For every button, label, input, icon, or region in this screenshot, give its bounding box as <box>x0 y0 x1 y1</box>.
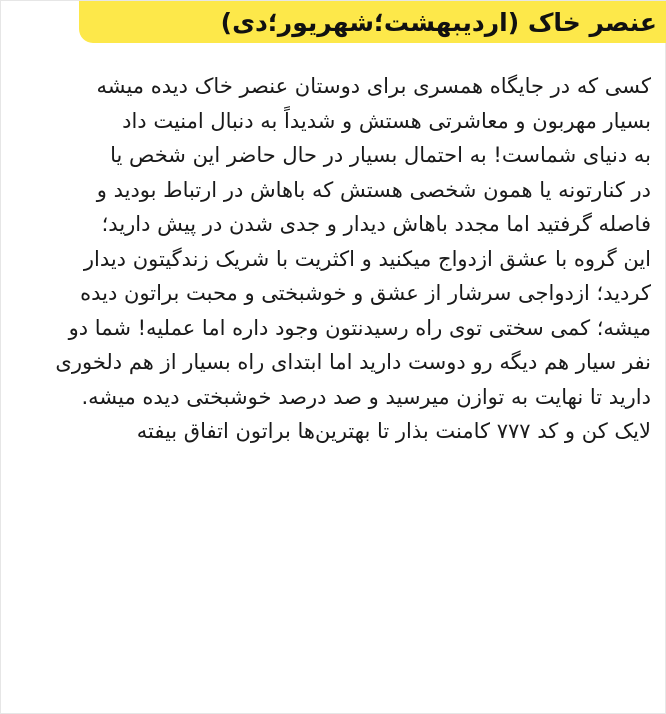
body-line: کسی که در جایگاه همسری برای دوستان عنصر خاک دیده میشه <box>96 74 651 98</box>
body-paragraph <box>19 69 651 449</box>
page-title: عنصر خاک (اردیبهشت؛شهریور؛دی) <box>220 7 657 37</box>
body-line: به دنیای شماست! به احتمال بسیار در حال حاضر این شخص یا <box>110 143 651 167</box>
body-line: نفر سیار هم دیگه رو دوست دارید اما ابتدای راه بسیار از هم دلخوری <box>55 350 651 374</box>
body-line: کردید؛ ازدواجی سرشار از عشق و خوشبختی و محبت براتون دیده <box>80 281 651 305</box>
body-line: این گروه با عشق ازدواج میکنید و اکثریت با شریک زندگیتون دیدار <box>83 246 651 271</box>
body-line: در کنارتونه یا همون شخصی هستش که باهاش در ارتباط بودید و <box>96 177 651 202</box>
body-line: بسیار مهربون و معاشرتی هستش و شدیداً به دنبال امنیت داد <box>122 108 651 133</box>
body-line: لایک کن و کد ۷۷۷ کامنت بذار تا بهترین‌ها براتون اتفاق بیفته <box>136 419 651 443</box>
body-line: دارید تا نهایت به توازن میرسید و صد درصد خوشبختی دیده میشه. <box>81 384 651 409</box>
body-line: فاصله گرفتید اما مجدد باهاش دیدار و جدی شدن در پیش دارید؛ <box>101 212 651 236</box>
body-line: میشه؛ کمی سختی توی راه رسیدنتون وجود داره اما عملیه! شما دو <box>68 315 651 340</box>
header-banner <box>79 1 666 43</box>
